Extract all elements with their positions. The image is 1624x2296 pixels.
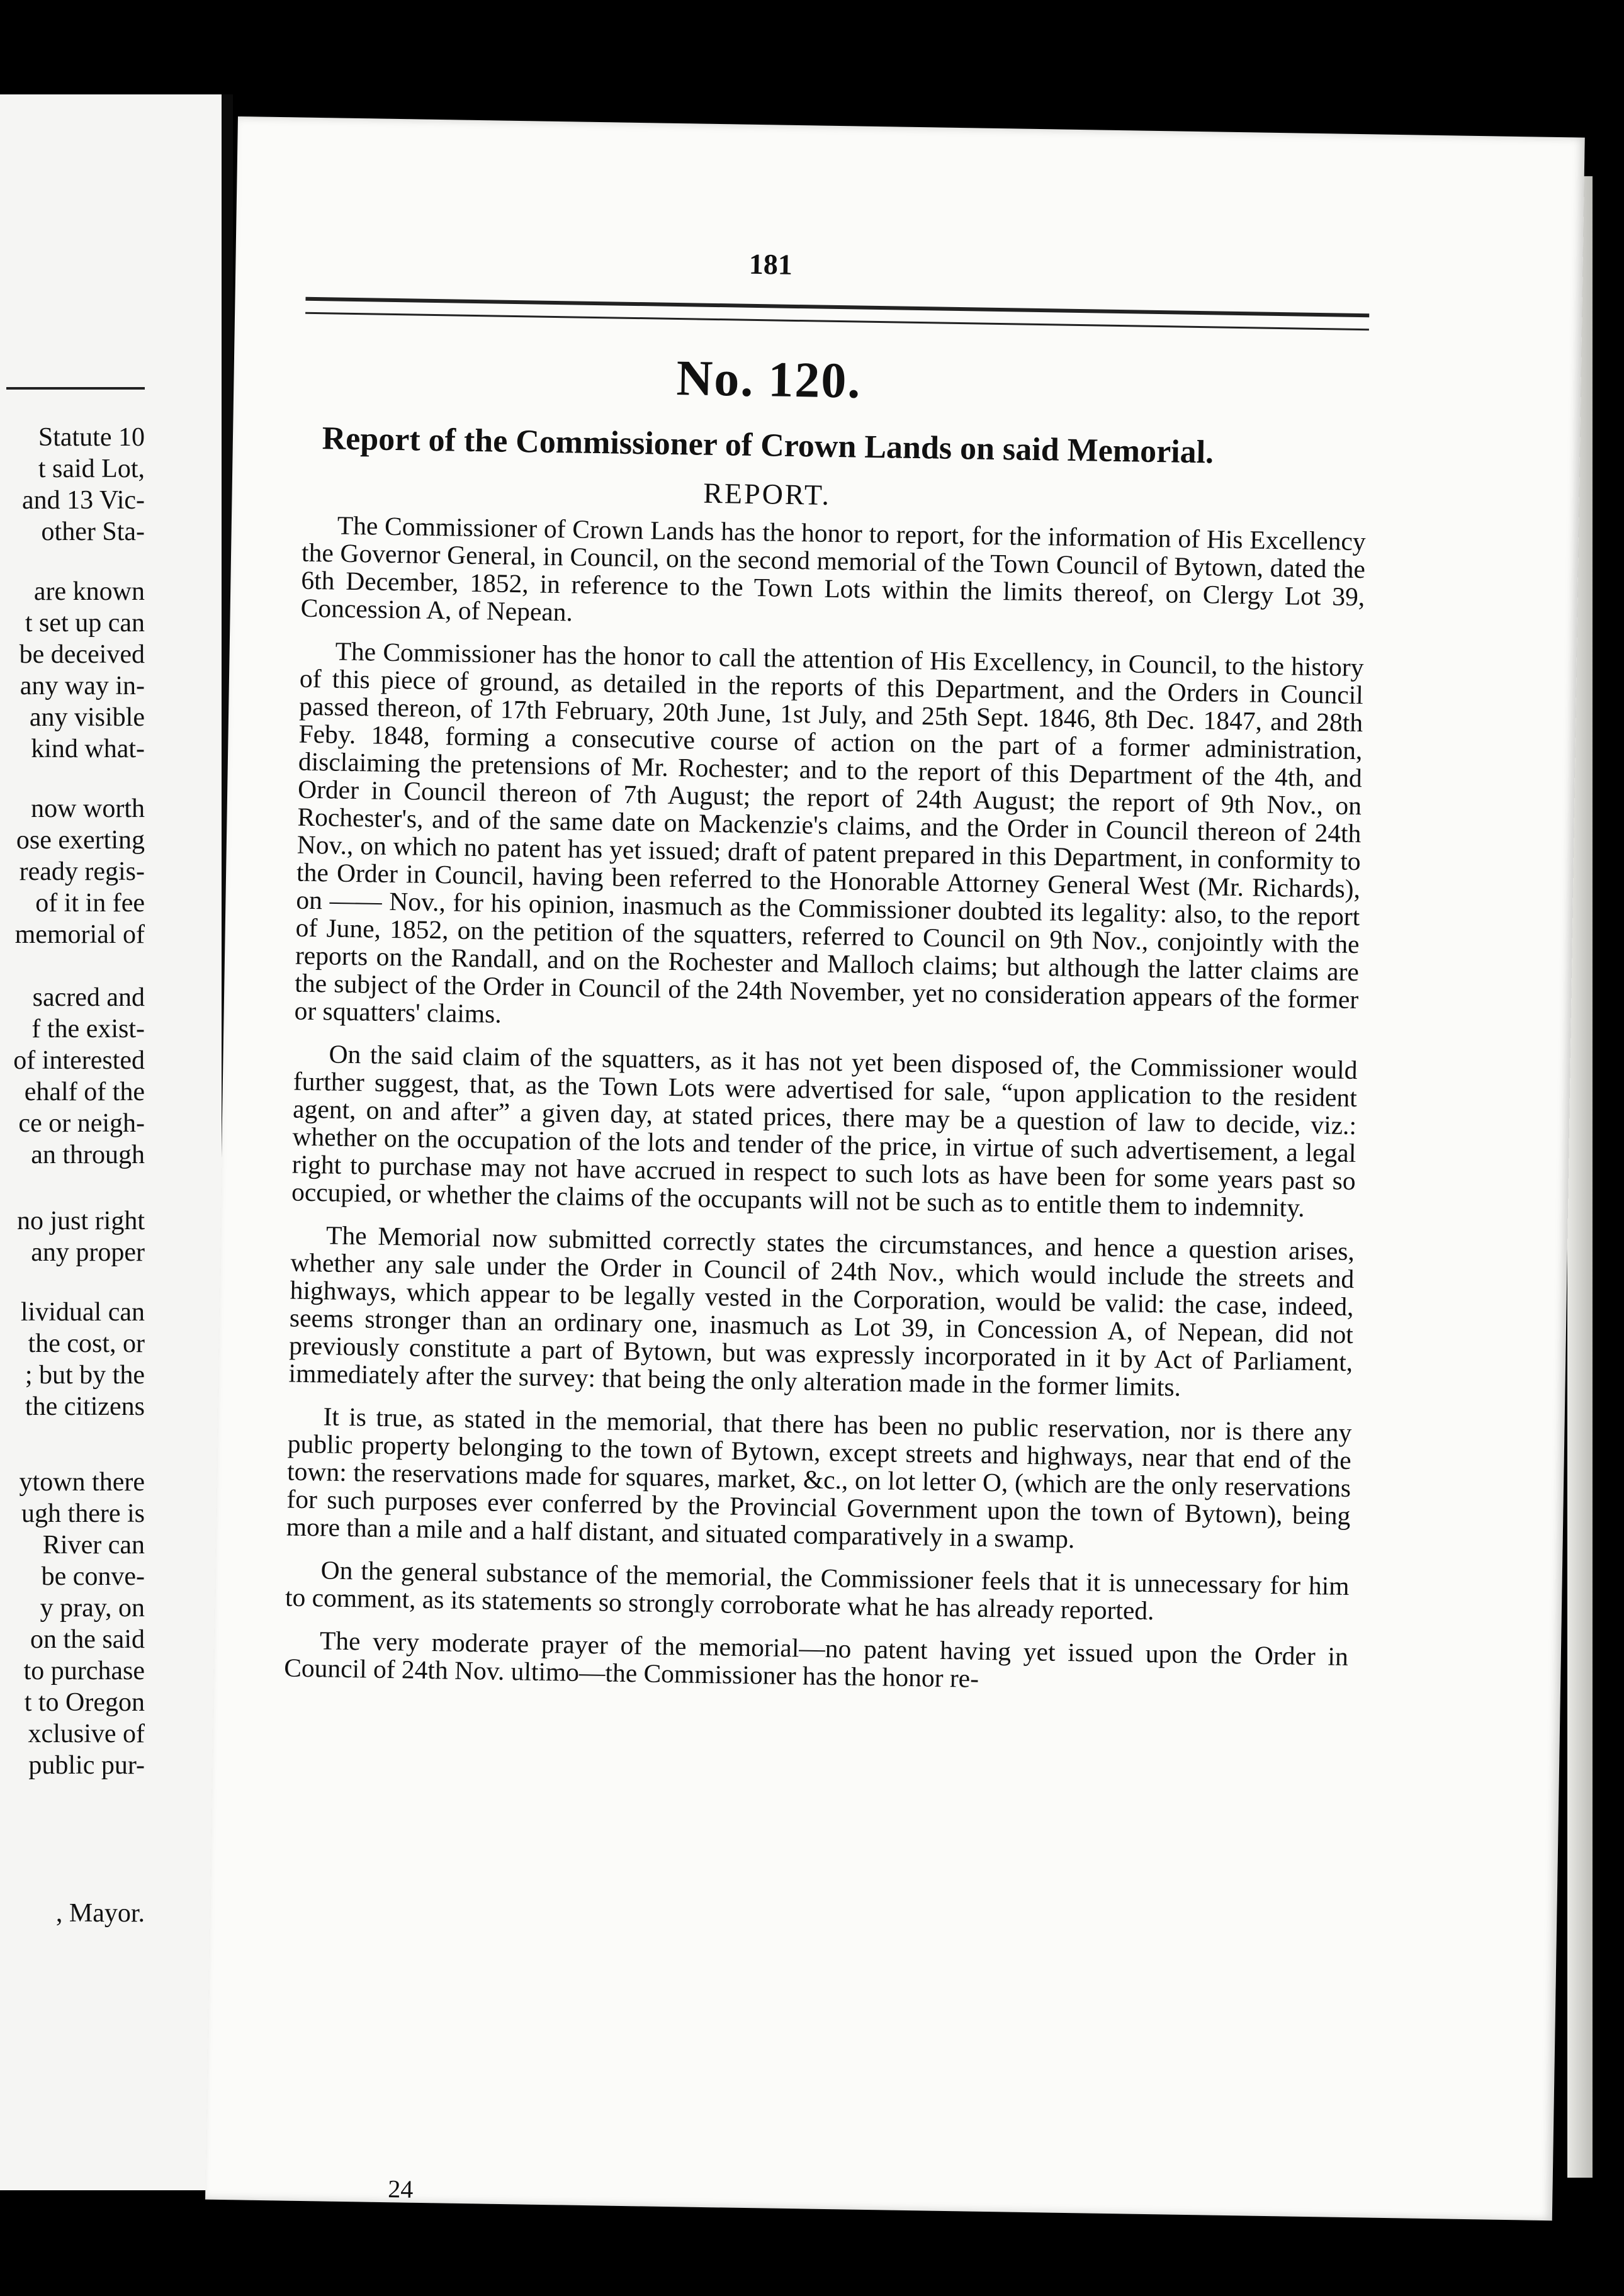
left-line: lividual can	[20, 1298, 145, 1327]
left-line-signature: , Mayor.	[55, 1899, 145, 1928]
right-page	[205, 116, 1585, 2220]
left-page-fragment	[0, 94, 227, 2190]
left-line: the citizens	[25, 1392, 145, 1421]
left-line: be deceived	[19, 640, 145, 669]
left-line: the cost, or	[28, 1329, 145, 1358]
left-line: xclusive of	[28, 1719, 145, 1748]
paragraph: On the general substance of the memorial, the Commissioner feels that it is unnecessary for him to comment, as its statements so strongly corroborate what he has already reported.	[285, 1555, 1350, 1626]
left-line: sacred and	[32, 983, 145, 1012]
left-line: kind what-	[31, 734, 145, 763]
left-line: be conve-	[41, 1562, 145, 1591]
paragraph: The Memorial now submitted correctly states the circumstances, and hence a question arises, whether any sale under the Order in Council of 24th Nov., which would include the streets and highways, which appear to be legally vested in the Corporation, would be valid: the case, indeed, seems stronger than an ordinary one, inasmuch as Lot 39, in Concession A, of Nepean, did not previously constitute a part of Bytown, but was expressly incorporated in it by Act of Parliament, immediately after the survey: that being the only alteration made in the former limits.	[288, 1220, 1355, 1402]
left-line: any way in-	[20, 672, 145, 701]
left-line: memorial of	[14, 920, 145, 949]
left-line: an through	[31, 1140, 145, 1169]
left-line: ready regis-	[19, 857, 145, 886]
left-line: no just right	[16, 1207, 145, 1235]
paragraph: It is true, as stated in the memorial, that there has been no public reservation, nor is there any public property belonging to the town of Bytown, except streets and highways, near that end of the town: the reservations made for squares, market, &c., on lot letter O, (which are the only reservations for such purposes ever conferred by the Provincial Government upon the town of Bytown), being more than a mile and a half distant, and situated comparatively in a swamp.	[286, 1402, 1352, 1554]
left-line: of interested	[13, 1046, 145, 1075]
left-line: y pray, on	[40, 1594, 145, 1623]
page-number: 181	[748, 247, 793, 281]
left-line: f the exist-	[31, 1015, 145, 1044]
left-line: ; but by the	[25, 1361, 145, 1390]
paragraph: The Commissioner of Crown Lands has the honor to report, for the information of His Excellency the Governor General, in Council, on the second memorial of the Town Council of Bytown, dated the 6th December, 1852, in reference to the Town Lots within the limits thereof, on Clergy Lot 39, Concession A, of Nepean.	[300, 510, 1366, 627]
paragraph: The very moderate prayer of the memorial—no patent having yet issued upon the Order in Council of 24th Nov. ultimo—the Commissioner has the honor re-	[283, 1626, 1349, 1693]
left-line: ytown there	[19, 1468, 145, 1497]
left-line: now worth	[31, 794, 145, 823]
left-line: to purchase	[23, 1657, 145, 1685]
left-line: public pur-	[28, 1751, 145, 1780]
left-line: ehalf of the	[24, 1078, 145, 1106]
left-line: Statute 10	[38, 423, 145, 452]
left-line: t to Oregon	[24, 1688, 145, 1717]
left-line: t set up can	[25, 609, 145, 638]
left-line: are known	[33, 577, 145, 606]
left-line: t said Lot,	[38, 454, 145, 483]
document-title: Report of the Commissioner of Crown Lands on said Memorial.	[322, 420, 1214, 471]
left-line: of it in fee	[35, 889, 145, 918]
left-line: any proper	[31, 1238, 145, 1267]
left-line: any visible	[29, 703, 145, 732]
paragraph: On the said claim of the squatters, as it has not yet been disposed of, the Commissioner would further suggest, that, as the Town Lots were advertised for sale, “upon application to the resident agent, on and after” a given day, at stated prices, there may be a question of law to decide, viz.: whether on the occupation of the lots and tender of the price, in virtue of such advertisement, a legal right to purchase may not have accrued in respect to such lots as have been for some years past so occupied, or whether the claims of the occupants will not be such as to entitle them to indemnity.	[291, 1039, 1358, 1222]
left-line: ose exerting	[16, 826, 145, 855]
left-line: other Sta-	[41, 517, 145, 546]
left-line: ce or neigh-	[18, 1109, 145, 1138]
header-double-rule	[305, 297, 1369, 331]
left-page-rule	[6, 387, 145, 390]
report-heading: REPORT.	[702, 476, 832, 511]
left-line: River can	[42, 1531, 145, 1560]
left-line: and 13 Vic-	[22, 486, 145, 515]
report-body	[284, 511, 1366, 1713]
left-line: on the said	[30, 1625, 145, 1654]
paragraph: The Commissioner has the honor to call the attention of His Excellency, in Council, to the history of this piece of ground, as detailed in the reports of this Department, and the Orders in Council passed thereon, of 17th February, 20th June, 1st July, and 25th Sept. 1846, 8th Dec. 1847, and 28th Feby. 1848, forming a consecutive course of action on the part of a former administration, disclaiming the pretensions of Mr. Rochester; and to the report of this Department of the 4th, and Order in Council thereon of 7th August; the report of 24th August; the report of 9th Nov., on Rochester's, and of the same date on Mackenzie's claims, and the Order in Council thereon of 24th Nov., on which no patent has yet issued; draft of patent prepared in this Department, in conformity to the Order in Council, having been referred to the Honorable Attorney General West (Mr. Richards), on —— Nov., for his opinion, inasmuch as the Commissioner doubted its legality: also, to the report of June, 1852, on the petition of the squatters, referred to Council on 9th Nov., conjointly with the reports on the Randall, and on the Rochester and Malloch claims; but although the latter claims are the subject of the Order in Council of the 24th November, yet no consideration appears of the former or squatters' claims.	[294, 636, 1364, 1028]
left-line: ugh there is	[21, 1499, 145, 1528]
signature-mark: 24	[387, 2175, 414, 2203]
document-number: No. 120.	[675, 350, 862, 409]
